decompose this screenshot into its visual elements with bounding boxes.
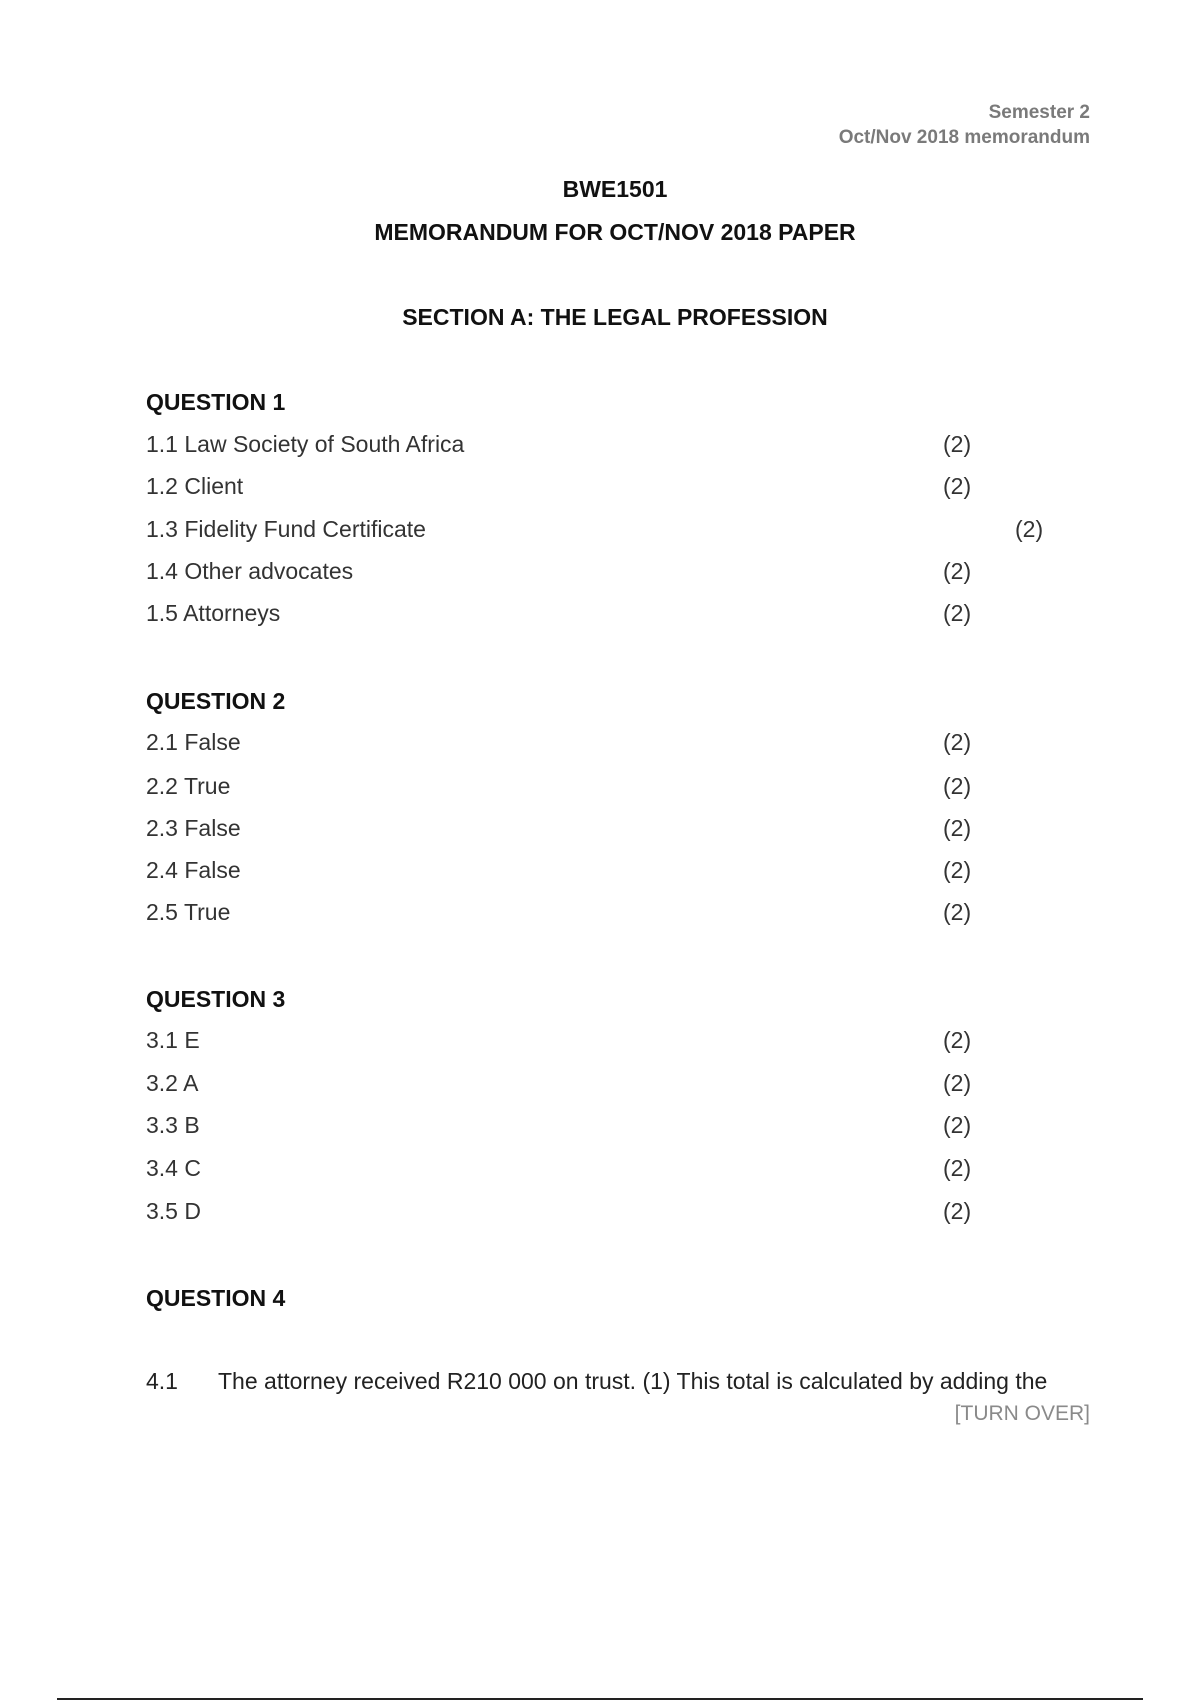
question-4-heading: QUESTION 4: [146, 1285, 286, 1311]
answer-mark: (2): [943, 558, 972, 584]
answer-mark: (2): [943, 1198, 972, 1224]
semester-label: Semester 2: [988, 102, 1090, 123]
section-title: SECTION A: THE LEGAL PROFESSION: [402, 304, 828, 330]
answer-text: 1.5 Attorneys: [146, 600, 281, 626]
answer-row: [146, 431, 996, 461]
answer-text: 2.1 False: [146, 729, 241, 755]
answer-row: [146, 1198, 996, 1228]
answer-row: [146, 558, 996, 588]
answer-mark: (2): [943, 1027, 972, 1053]
answer-row: [146, 1070, 996, 1100]
answer-mark: (2): [943, 857, 972, 883]
answer-mark: (2): [943, 899, 972, 925]
answer-row: [146, 516, 1044, 546]
answer-text: 1.2 Client: [146, 473, 244, 499]
course-code: BWE1501: [562, 176, 668, 202]
answer-mark: (2): [943, 1112, 972, 1138]
answer-row: [146, 600, 996, 630]
answer-mark: (2): [943, 1155, 972, 1181]
answer-text: 1.3 Fidelity Fund Certificate: [146, 516, 426, 542]
answer-row: [146, 1027, 996, 1057]
answer-text: 2.2 True: [146, 773, 231, 799]
answer-text: 2.3 False: [146, 815, 241, 841]
answer-row: [146, 1155, 996, 1185]
turn-over-label: [TURN OVER]: [954, 1402, 1090, 1425]
paragraph-number: 4.1: [146, 1368, 178, 1394]
answer-row: [146, 1112, 996, 1142]
header-meta: [839, 100, 1090, 150]
answer-text: 1.4 Other advocates: [146, 558, 354, 584]
answer-row: [146, 899, 996, 929]
answer-mark: (2): [1015, 516, 1044, 542]
answer-mark: (2): [943, 815, 972, 841]
answer-mark: (2): [943, 773, 972, 799]
answer-row: [146, 815, 996, 845]
answer-mark: (2): [943, 1070, 972, 1096]
answer-mark: (2): [943, 473, 972, 499]
answer-row: [146, 729, 996, 759]
answer-text: 2.5 True: [146, 899, 231, 925]
answer-row: [146, 473, 996, 503]
answer-mark: (2): [943, 431, 972, 457]
answer-text: 3.1 E: [146, 1027, 200, 1053]
memo-label: Oct/Nov 2018 memorandum: [838, 127, 1090, 148]
answer-text: 3.3 B: [146, 1112, 200, 1138]
answer-text: 1.1 Law Society of South Africa: [146, 431, 465, 457]
paragraph-text: The attorney received R210 000 on trust. (1) This total is calculated by adding the: [218, 1368, 1048, 1394]
answer-text: 3.5 D: [146, 1198, 201, 1224]
answer-row: [146, 857, 996, 887]
answer-text: 3.2 A: [146, 1070, 199, 1096]
question-3-heading: QUESTION 3: [146, 986, 286, 1012]
answer-mark: (2): [943, 600, 972, 626]
answer-text: 3.4 C: [146, 1155, 201, 1181]
question-1-heading: QUESTION 1: [146, 389, 286, 415]
answer-text: 2.4 False: [146, 857, 241, 883]
answer-row: [146, 773, 996, 803]
memorandum-title: MEMORANDUM FOR OCT/NOV 2018 PAPER: [374, 219, 856, 245]
answer-mark: (2): [943, 729, 972, 755]
question-2-heading: QUESTION 2: [146, 688, 286, 714]
